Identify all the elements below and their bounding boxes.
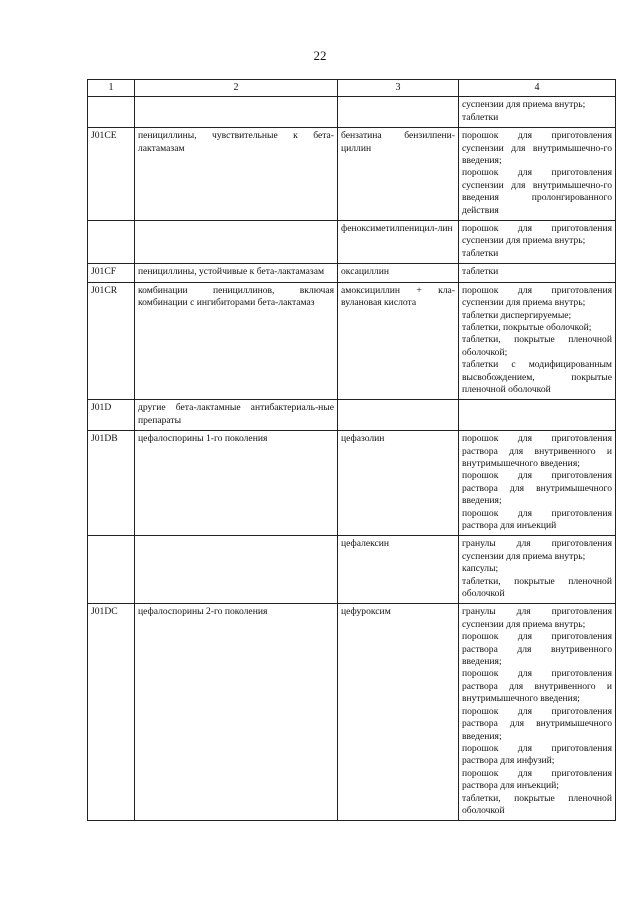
dosage-form: таблетки, покрытые пленочной оболочкой	[462, 575, 612, 600]
atc-code-cell	[88, 97, 135, 128]
dosage-form: капсулы;	[462, 563, 499, 575]
drug-name-cell: цефалексин	[338, 536, 459, 604]
group-cell: цефалоспорины 1-го поколения	[135, 431, 338, 536]
dosage-form: суспензии для приема внутрь;	[462, 99, 586, 111]
dosage-form: таблетки	[462, 266, 499, 278]
medication-table	[87, 79, 616, 821]
dosage-form: порошок для приготовления раствора для внутривенного и внутримышечного введения;	[462, 433, 612, 469]
column-header: 1	[88, 80, 135, 97]
dosage-forms-cell	[459, 400, 616, 431]
dosage-form: порошок для приготовления раствора для внутривенного введения;	[462, 631, 612, 668]
atc-code-cell: J01DB	[88, 431, 135, 536]
group-cell: цефалоспорины 2-го поколения	[135, 604, 338, 821]
atc-code-cell: J01CF	[88, 264, 135, 282]
dosage-form: таблетки с модифицированным высвобождением, покрытые пленочной оболочкой	[462, 359, 612, 395]
table-row	[88, 400, 616, 431]
dosage-form: таблетки	[462, 111, 499, 123]
dosage-form: порошок для приготовления раствора для инъекций;	[462, 767, 612, 792]
dosage-form: порошок для приготовления суспензии для приема внутрь;	[462, 223, 612, 247]
dosage-forms-cell	[459, 128, 616, 221]
table-row	[88, 97, 616, 128]
group-cell: пенициллины, чувствительные к бета-лактамазам	[135, 128, 338, 221]
dosage-form: таблетки, покрытые пленочной оболочкой;	[462, 334, 612, 358]
group-cell	[135, 536, 338, 604]
dosage-form: порошок для приготовления суспензии для приема внутрь;	[462, 284, 612, 309]
dosage-forms-cell	[459, 282, 616, 400]
dosage-form: порошок для приготовления раствора для внутримышечного введения;	[462, 470, 612, 507]
table-row	[88, 431, 616, 536]
dosage-form: таблетки	[462, 247, 499, 259]
dosage-forms-cell	[459, 431, 616, 536]
drug-name-cell: цефазолин	[338, 431, 459, 536]
column-header: 3	[338, 80, 459, 97]
dosage-forms-cell	[459, 536, 616, 604]
group-cell: комбинации пенициллинов, включая комбинации с ингибиторами бета-лактамаз	[135, 282, 338, 400]
table-header-row	[88, 80, 616, 97]
atc-code-cell: J01CE	[88, 128, 135, 221]
group-cell	[135, 221, 338, 264]
atc-code-cell	[88, 221, 135, 264]
dosage-forms-cell	[459, 604, 616, 821]
group-cell: другие бета-лактамные антибактериаль-ные препараты	[135, 400, 338, 431]
dosage-forms-cell	[459, 264, 616, 282]
table-row	[88, 221, 616, 264]
dosage-form: таблетки диспергируемые;	[462, 309, 572, 321]
table-row	[88, 128, 616, 221]
dosage-form: таблетки, покрытые оболочкой;	[462, 321, 592, 333]
dosage-form: таблетки, покрытые пленочной оболочкой	[462, 792, 612, 816]
drug-name-cell: бензатина бензилпени-циллин	[338, 128, 459, 221]
dosage-form: порошок для приготовления раствора для внутримышечного введения;	[462, 705, 612, 742]
dosage-form: порошок для приготовления раствора для инфузий;	[462, 742, 612, 767]
atc-code-cell: J01DC	[88, 604, 135, 821]
table-row	[88, 282, 616, 400]
table-row	[88, 604, 616, 821]
table-row	[88, 264, 616, 282]
atc-code-cell: J01D	[88, 400, 135, 431]
drug-name-cell: цефуроксим	[338, 604, 459, 821]
dosage-form: гранулы для приготовления суспензии для приема внутрь;	[462, 538, 612, 562]
atc-code-cell	[88, 536, 135, 604]
group-cell: пенициллины, устойчивые к бета-лактамазам	[135, 264, 338, 282]
dosage-forms-cell	[459, 97, 616, 128]
dosage-form: порошок для приготовления раствора для внутривенного и внутримышечного введения;	[462, 668, 612, 705]
dosage-form: порошок для приготовления раствора для инъекций	[462, 507, 612, 531]
column-header: 2	[135, 80, 338, 97]
dosage-form: порошок для приготовления суспензии для внутримышечно-го введения пролонгированного действия	[462, 167, 612, 216]
group-cell	[135, 97, 338, 128]
drug-name-cell: амоксициллин + кла-вулановая кислота	[338, 282, 459, 400]
drug-name-cell	[338, 97, 459, 128]
table-row	[88, 536, 616, 604]
column-header: 4	[459, 80, 616, 97]
dosage-forms-cell	[459, 221, 616, 264]
page-number: 22	[313, 48, 327, 63]
drug-name-cell	[338, 400, 459, 431]
drug-name-cell: оксациллин	[338, 264, 459, 282]
dosage-form: порошок для приготовления суспензии для внутримышечно-го введения;	[462, 130, 612, 167]
dosage-form: гранулы для приготовления суспензии для приема внутрь;	[462, 606, 612, 630]
atc-code-cell: J01CR	[88, 282, 135, 400]
drug-name-cell: феноксиметилпеницил-лин	[338, 221, 459, 264]
